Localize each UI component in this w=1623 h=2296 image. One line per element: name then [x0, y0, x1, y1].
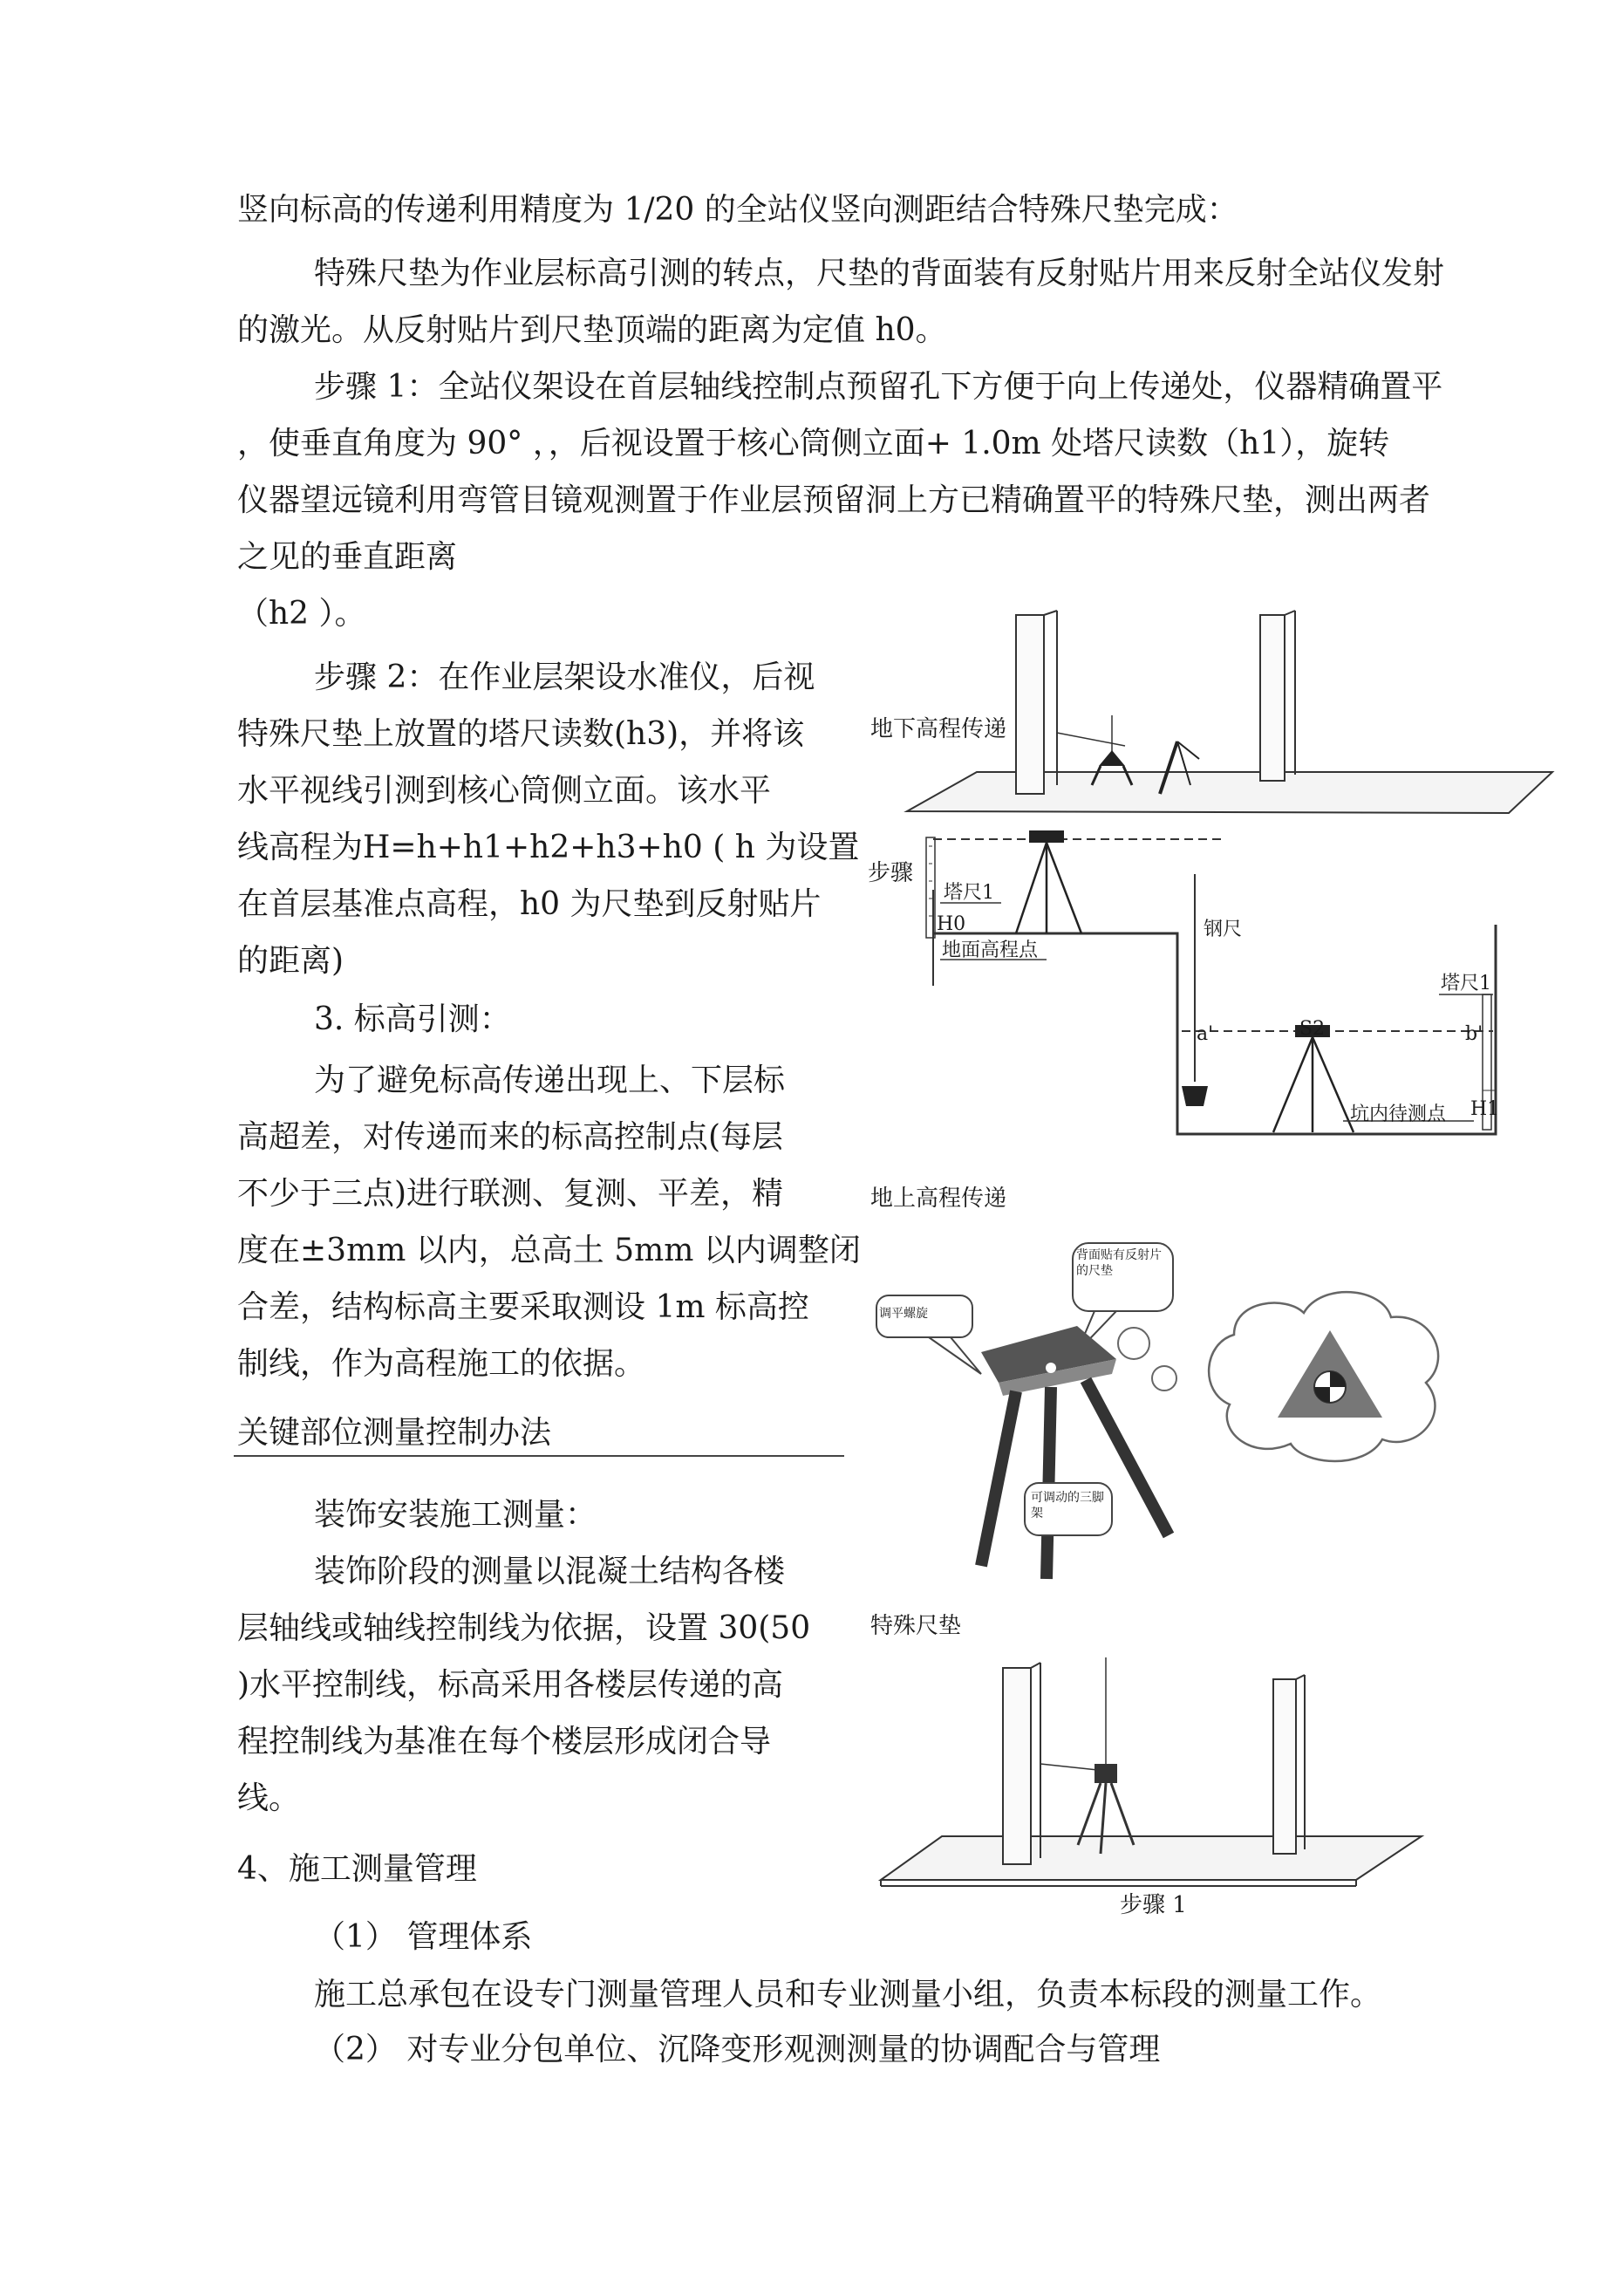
paragraph-line: 特殊尺垫为作业层标高引测的转点，尺垫的背面装有反射贴片用来反射全站仪发射: [314, 256, 1445, 291]
paragraph-line: )水平控制线，标高采用各楼层传递的高: [237, 1667, 784, 1703]
paragraph-line: （h2 ）。: [237, 596, 366, 632]
diagram-label: 塔尺1: [944, 882, 994, 904]
diagram-label: H0: [937, 913, 966, 935]
paragraph-line: 装饰阶段的测量以混凝土结构各楼: [314, 1554, 786, 1589]
diagram-label: 塔尺1: [1441, 973, 1491, 994]
subsection-heading: （2） 对专业分包单位、沉降变形观测测量的协调配合与管理: [314, 2032, 1161, 2067]
paragraph-line: 线高程为H=h+h1+h2+h3+h0 ( h 为设置: [237, 830, 860, 865]
paragraph-line: 特殊尺垫上放置的塔尺读数(h3)，并将该: [237, 716, 805, 752]
diagram-label: 钢尺: [1204, 919, 1243, 940]
paragraph-line: 合差，结构标高主要采取测设 1m 标高控: [237, 1289, 809, 1325]
callout-label: 背面贴有反射片的尺垫: [1076, 1248, 1162, 1278]
paragraph-line: 为了避免标高传递出现上、下层标: [314, 1063, 786, 1098]
paragraph-line: 装饰安装施工测量：: [314, 1497, 597, 1533]
callout-label: 调平螺旋: [879, 1307, 928, 1321]
figure-step-1: [872, 1657, 1430, 1893]
paragraph-line: 步骤 2：在作业层架设水准仪，后视: [314, 659, 815, 695]
paragraph-line: 制线，作为高程施工的依据。: [237, 1346, 646, 1382]
figure-special-staff-base: [868, 1230, 1478, 1605]
paragraph-line: 在首层基准点高程，h0 为尺垫到反射贴片: [237, 886, 822, 922]
figure-caption: 步骤 1: [1120, 1892, 1187, 1918]
diagram-label: a': [1197, 1023, 1214, 1045]
diagram-label: S2: [1299, 1018, 1326, 1040]
paragraph-line: 层轴线或轴线控制线为依据，设置 30(50: [237, 1610, 811, 1646]
section-heading: 关键部位测量控制办法: [237, 1415, 552, 1451]
figure-caption: 地上高程传递: [870, 1186, 1007, 1212]
paragraph-line: 之见的垂直距离: [237, 539, 458, 575]
subsection-heading: （1） 管理体系: [314, 1919, 533, 1955]
diagram-label: b': [1465, 1023, 1483, 1045]
paragraph-line: 3. 标高引测：: [314, 1001, 511, 1037]
section-heading: 4、施工测量管理: [237, 1851, 477, 1887]
paragraph-line: 竖向标高的传递利用精度为 1/20 的全站仪竖向测距结合特殊尺垫完成：: [237, 192, 1238, 228]
diagram-label: 地面高程点: [942, 940, 1039, 961]
paragraph-line: 步骤 1：全站仪架设在首层轴线控制点预留孔下方便于向上传递处，仪器精确置平: [314, 369, 1443, 405]
figure-caption: 特殊尺垫: [870, 1613, 962, 1639]
paragraph-line: 的激光。从反射贴片到尺垫顶端的距离为定值 h0。: [237, 312, 947, 348]
paragraph-line: 高超差，对传递而来的标高控制点(每层: [237, 1119, 784, 1155]
figure-caption: 地下高程传递: [870, 716, 1007, 742]
paragraph-line: 的距离): [237, 943, 344, 979]
paragraph-line: 仪器望远镜利用弯管目镜观测置于作业层预留洞上方已精确置平的特殊尺垫，测出两者: [237, 482, 1431, 518]
paragraph-line: 水平视线引测到核心筒侧立面。该水平: [237, 773, 772, 809]
paragraph-line: 不少于三点)进行联测、复测、平差，精: [237, 1176, 784, 1212]
heading-underline: [234, 1455, 844, 1457]
paragraph-line: 施工总承包在设专门测量管理人员和专业测量小组，负责本标段的测量工作。: [314, 1977, 1382, 2012]
paragraph-line: 度在±3mm 以内，总高土 5mm 以内调整闭: [237, 1233, 861, 1268]
paragraph-line: 程控制线为基准在每个楼层形成闭合导: [237, 1724, 772, 1760]
diagram-label: 步骤: [868, 860, 914, 886]
diagram-label: 坑内待测点: [1350, 1104, 1447, 1125]
paragraph-line: ，使垂直角度为 90° ，，后视设置于核心筒侧立面+ 1.0m 处塔尺读数（h1），旋转: [237, 426, 1390, 461]
paragraph-line: 线。: [237, 1780, 301, 1816]
callout-label: 可调动的三脚架: [1031, 1491, 1104, 1520]
diagram-label: H1: [1470, 1098, 1500, 1120]
